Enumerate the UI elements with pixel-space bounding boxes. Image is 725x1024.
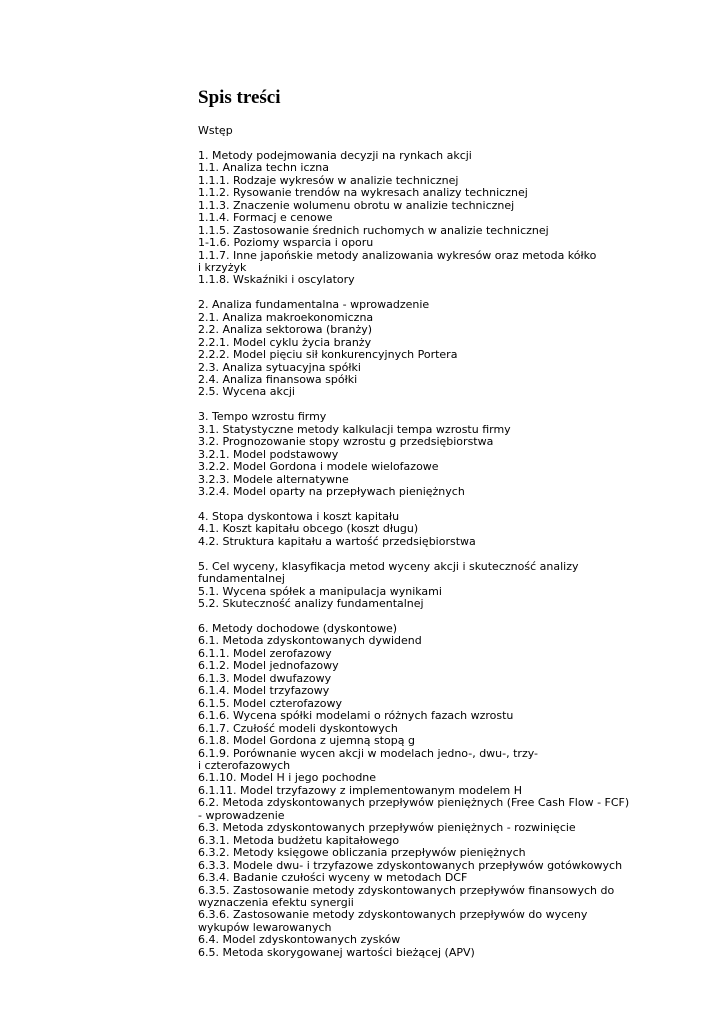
toc-entry: 3.2. Prognozowanie stopy wzrostu g przedsiębiorstwa xyxy=(198,435,494,449)
toc-entry: 1.1.4. Formacj e cenowe xyxy=(198,211,333,225)
toc-entry: 1-1.6. Poziomy wsparcia i oporu xyxy=(198,236,374,250)
toc-entry: 6.3.4. Badanie czułości wyceny w metodach DCF xyxy=(198,871,468,885)
toc-entry: 1.1.3. Znaczenie wolumenu obrotu w analizie technicznej xyxy=(198,198,515,212)
toc-entry: 6.1.8. Model Gordona z ujemną stopą g xyxy=(198,734,415,748)
toc-entry: 1.1. Analiza techn iczna xyxy=(198,161,330,175)
toc-entry: 5.2. Skuteczność analizy fundamentalnej xyxy=(198,597,424,611)
toc-entry: 1.1.1. Rodzaje wykresów w analizie technicznej xyxy=(198,173,459,187)
toc-entry: 6.1.5. Model czterofazowy xyxy=(198,696,343,710)
toc-entry: 4.1. Koszt kapitału obcego (koszt długu) xyxy=(198,522,419,536)
toc-entry: 6.1.9. Porównanie wycen akcji w modelach jedno-, dwu-, trzy- xyxy=(198,746,539,760)
toc-entry: wykupów lewarowanych xyxy=(198,920,332,934)
toc-entry: 6.1.6. Wycena spółki modelami o różnych fazach wzrostu xyxy=(198,709,514,723)
toc-entry: 2.2. Analiza sektorowa (branży) xyxy=(198,323,373,337)
toc-entry: 2.2.1. Model cyklu życia branży xyxy=(198,335,372,349)
toc-entry: 6.2. Metoda zdyskontowanych przepływów pieniężnych (Free Cash Flow - FCF) xyxy=(198,796,630,810)
toc-entry: 2.4. Analiza finansowa spółki xyxy=(198,373,358,387)
toc-entry: 3.2.2. Model Gordona i modele wielofazowe xyxy=(198,460,439,474)
toc-entry: 1.1.8. Wskaźniki i oscylatory xyxy=(198,273,355,287)
toc-entry: 6.3.5. Zastosowanie metody zdyskontowanych przepływów finansowych do xyxy=(198,883,615,897)
toc-entry: 6.1.2. Model jednofazowy xyxy=(198,659,339,673)
toc-entry: 6.3.2. Metody księgowe obliczania przepływów pieniężnych xyxy=(198,846,526,860)
document-page xyxy=(198,86,630,959)
toc-entry: 3.2.4. Model oparty na przepływach pieniężnych xyxy=(198,485,465,499)
toc-entry: 2.3. Analiza sytuacyjna spółki xyxy=(198,360,361,374)
toc-entry: 6.3. Metoda zdyskontowanych przepływów pieniężnych - rozwinięcie xyxy=(198,821,576,835)
toc-entry: 6.1.7. Czułość modeli dyskontowych xyxy=(198,721,398,735)
toc-entry: 6.5. Metoda skorygowanej wartości bieżącej (APV) xyxy=(198,945,475,959)
toc-entry: 2.5. Wycena akcji xyxy=(198,385,295,399)
toc-entry: 6.3.6. Zastosowanie metody zdyskontowanych przepływów do wyceny xyxy=(198,908,588,922)
toc-entry: 4. Stopa dyskontowa i koszt kapitału xyxy=(198,509,400,523)
toc-entry: 6.1. Metoda zdyskontowanych dywidend xyxy=(198,634,422,648)
toc-entry: 6.1.10. Model H i jego pochodne xyxy=(198,771,377,785)
toc-entry: - wprowadzenie xyxy=(198,808,285,822)
toc-entry: 6.4. Model zdyskontowanych zysków xyxy=(198,933,401,947)
toc-entry: 1.1.5. Zastosowanie średnich ruchomych w analizie technicznej xyxy=(198,223,549,237)
toc-entry: wyznaczenia efektu synergii xyxy=(198,896,354,909)
toc-entry: 2.2.2. Model pięciu sił konkurencyjnych Portera xyxy=(198,348,458,362)
toc-entry: Wstęp xyxy=(198,124,233,137)
toc-entry: 5.1. Wycena spółek a manipulacja wynikami xyxy=(198,584,442,598)
toc-entry: 2.1. Analiza makroekonomiczna xyxy=(198,310,374,324)
toc-entry: 3.1. Statystyczne metody kalkulacji tempa wzrostu firmy xyxy=(198,422,511,436)
toc-entry: 6. Metody dochodowe (dyskontowe) xyxy=(198,622,398,636)
toc-entry: 6.3.1. Metoda budżetu kapitałowego xyxy=(198,833,400,847)
toc-entry: 1. Metody podejmowania decyzji na rynkach akcji xyxy=(198,148,472,162)
toc-entry: 6.1.3. Model dwufazowy xyxy=(198,671,332,685)
toc-entry: i czterofazowych xyxy=(198,759,291,773)
toc-entry: 6.1.11. Model trzyfazowy z implementowanym modelem H xyxy=(198,783,523,797)
toc-entry: 3. Tempo wzrostu firmy xyxy=(198,410,327,424)
toc-entry: 5. Cel wyceny, klasyfikacja metod wyceny akcji i skuteczność analizy xyxy=(198,559,579,573)
toc-entry: 3.2.3. Modele alternatywne xyxy=(198,472,349,486)
toc-entry: 4.2. Struktura kapitału a wartość przedsiębiorstwa xyxy=(198,534,476,548)
toc-entry: 1.1.2. Rysowanie trendów na wykresach analizy technicznej xyxy=(198,186,528,200)
toc-spacer xyxy=(198,548,618,560)
table-of-contents xyxy=(198,124,630,959)
toc-entry: 6.3.3. Modele dwu- i trzyfazowe zdyskontowanych przepływów gotówkowych xyxy=(198,858,623,872)
page-title: Spis treści xyxy=(198,87,281,108)
toc-entry: 2. Analiza fundamentalna - wprowadzenie xyxy=(198,298,430,312)
toc-entry: 1.1.7. Inne japońskie metody analizowania wykresów oraz metoda kółko xyxy=(198,248,597,262)
toc-entry: 3.2.1. Model podstawowy xyxy=(198,447,339,461)
toc-entry: i krzyżyk xyxy=(198,260,247,274)
toc-entry: fundamentalnej xyxy=(198,572,285,586)
toc-entry: 6.1.1. Model zerofazowy xyxy=(198,646,332,660)
toc-entry: 6.1.4. Model trzyfazowy xyxy=(198,684,330,698)
